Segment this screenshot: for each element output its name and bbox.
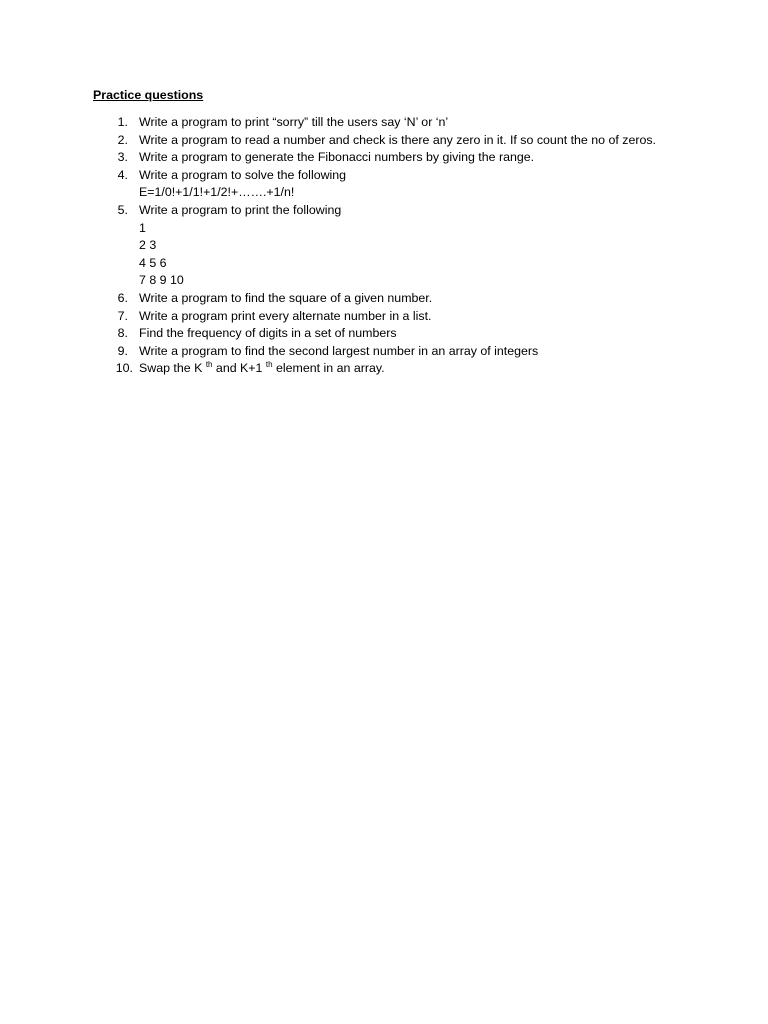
question-list [0,114,768,378]
pattern-row: 4 5 6 [139,255,167,270]
list-item [0,202,768,290]
list-number: 6. [117,290,128,305]
list-item [0,149,768,167]
list-number: 10. [115,361,133,376]
list-number: 5. [117,202,128,217]
list-item [0,343,768,361]
list-item [0,360,768,378]
page-title: Practice questions [93,88,204,102]
question-text: Write a program to read a number and check is there any zero in it. If so count the no of zeros. [139,132,657,147]
list-item [0,325,768,343]
list-number: 1. [117,115,128,129]
question-text: Find the frequency of digits in a set of numbers [139,326,397,341]
list-number: 8. [117,326,128,341]
list-number: 9. [117,343,128,358]
list-item [0,167,768,202]
superscript-th: th [205,360,213,370]
list-item [0,290,768,308]
formula-text: E=1/0!+1/1!+1/2!+…….+1/n! [139,185,295,200]
question-text [139,360,658,378]
list-item [0,308,768,326]
list-item [0,132,768,150]
superscript-th: th [265,360,273,370]
pattern-row: 2 3 [139,238,157,253]
list-number: 7. [117,308,128,323]
list-number: 2. [117,132,128,147]
question-text: Write a program to print “sorry” till the users say ‘N’ or ‘n’ [139,115,449,129]
question-text-part: Swap the K [139,361,206,376]
question-text: Write a program to find the second largest number in an array of integers [139,343,539,358]
question-text: Write a program to print the following [139,202,342,217]
list-item [0,114,768,132]
question-text-part: element in an array. [272,361,385,376]
question-text: Write a program print every alternate number in a list. [139,308,432,323]
pattern-row: 7 8 9 10 [139,273,184,288]
pattern-row: 1 [139,220,146,235]
question-text: Write a program to generate the Fibonacci numbers by giving the range. [139,150,535,165]
list-number: 4. [117,167,128,182]
question-text-part: and K+1 [212,361,266,376]
question-text: Write a program to solve the following [139,167,347,182]
list-number: 3. [117,150,128,165]
question-text: Write a program to find the square of a given number. [139,290,433,305]
